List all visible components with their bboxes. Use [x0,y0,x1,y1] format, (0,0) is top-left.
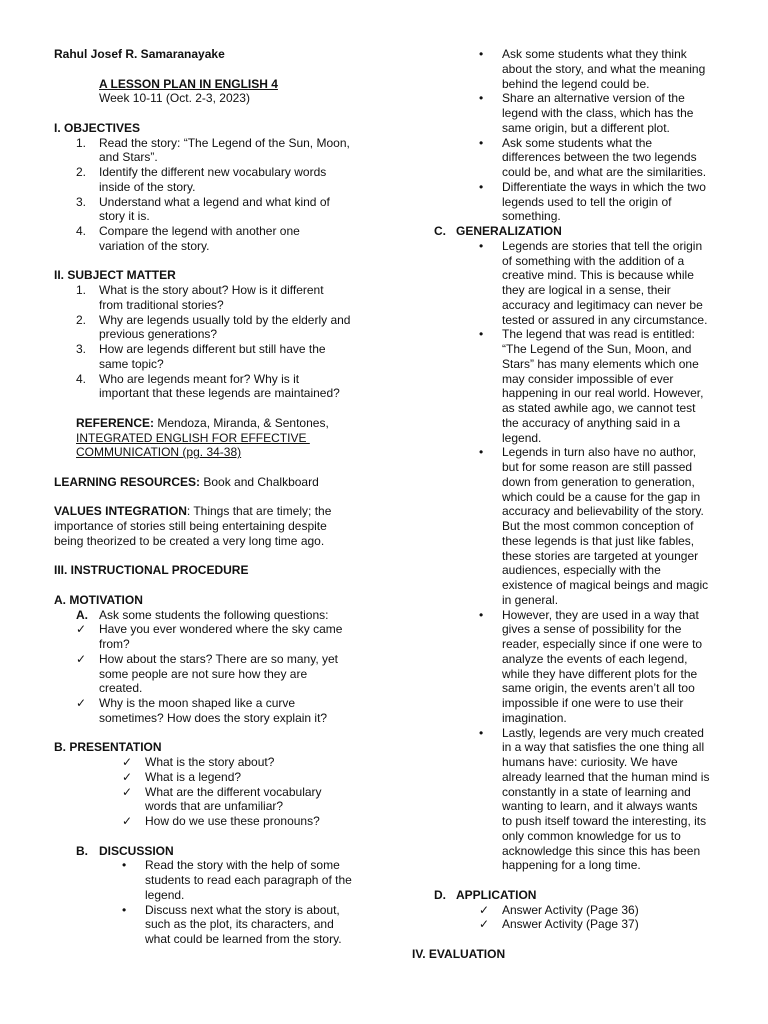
text-line: differences between the two legends [502,150,697,165]
presentation-question-text [145,785,374,815]
text-line: same origin, the events aren’t all too [502,681,695,696]
presentation-question [54,785,374,815]
application-item [434,917,726,932]
lesson-week: Week 10-11 (Oct. 2-3, 2023) [99,91,250,106]
checkmark-icon: ✓ [479,917,490,932]
generalization-item [434,608,726,726]
presentation-question [54,770,374,785]
subject-matter-heading: II. SUBJECT MATTER [54,268,176,283]
generalization-mark: C. [434,224,446,238]
subject-matter-item-text [99,342,374,372]
text-line: about the story, and what the meaning [502,61,706,76]
bullet-icon: • [479,607,484,622]
generalization-item [434,327,726,445]
checkmark-icon: ✓ [122,769,133,784]
text-line: Stars” has many elements which one [502,356,699,371]
text-line: happening in our real world. However, [502,386,704,401]
reference-book-line-1: INTEGRATED ENGLISH FOR EFFECTIVE [76,430,310,445]
discussion-item-text [145,903,374,947]
text-line: What is the story about? How is it different [99,283,324,297]
objective-item [54,165,374,195]
text-line: legends used to tell the origin of [502,194,672,209]
subject-matter-item [54,283,374,313]
bullet-icon: • [479,238,484,253]
text-line: tested or assured in any circumstance. [502,312,708,327]
bullet-icon: • [479,47,484,61]
generalization-list [434,239,726,873]
text-line: the accuracy of anything said in a [502,415,681,430]
text-line: from traditional stories? [99,297,224,312]
text-line: students to read each paragraph of the [145,873,352,887]
bullet-icon: • [479,725,484,740]
presentation-question-text [145,814,374,829]
motivation-question [54,696,374,726]
procedure-heading: III. INSTRUCTIONAL PROCEDURE [54,563,249,578]
text-line: humans have: curiosity. We have [502,755,678,769]
text-line: something. [502,209,561,224]
author-name: Rahul Josef R. Samaranayake [54,47,225,61]
subject-matter-item-text [99,313,374,343]
text-line: legend. [502,430,542,445]
motivation-question-text [99,652,374,696]
text-line: What is the story about? [145,755,275,769]
discussion-item [54,858,374,902]
reference-label: REFERENCE: [76,415,155,430]
bullet-icon: • [479,445,484,460]
text-line: Ask some students what the [502,135,653,150]
text-line: constantly in a state of learning and [502,784,691,799]
text-line: while they have different plots for the [502,666,698,681]
checkmark-icon: ✓ [122,755,133,769]
text-line: created. [99,681,143,696]
presentation-list [54,755,374,829]
text-line: some people are not sure how they are [99,666,308,681]
text-line: only common knowledge for us to [502,828,681,843]
generalization-heading-row [434,224,726,239]
subject-matter-item [54,313,374,343]
text-line: these legends is that just like fables, [502,533,695,548]
discussion-item [434,180,726,224]
text-line: Differentiate the ways in which the two [502,179,706,194]
discussion-item-text [145,858,374,902]
text-line: variation of the story. [99,238,210,253]
subject-matter-item-text [99,283,374,313]
text-line: inside of the story. [99,179,196,194]
subject-matter-item [54,372,374,402]
text-line: Have you ever wondered where the sky came [99,622,343,637]
text-line: wanting to learn, and it always wants [502,799,698,814]
text-line: which could be a cause for the gap in [502,489,701,504]
right-column [412,47,726,962]
text-line: in a way that satisfies the one thing all [502,740,705,755]
text-line: legend with the class, which has the [502,106,694,120]
learning-resources-label: LEARNING RESOURCES: [54,474,201,489]
objective-item [54,136,374,166]
text-line: Read the story with the help of some [145,858,340,873]
text-line: same origin, but a different plot. [502,120,670,135]
list-number: 2. [76,312,87,327]
learning-resources-text: Book and Chalkboard [200,474,319,489]
text-line: what could be learned from the story. [145,932,342,946]
text-line: to push itself toward the interesting, its [502,814,707,828]
text-line: Who are legends meant for? Why is it [99,371,300,386]
text-line: legend. [145,887,185,902]
text-line: imagination. [502,710,567,725]
application-mark: D. [434,887,446,902]
list-number: 3. [76,194,87,209]
text-line: Why is the moon shaped like a curve [99,696,296,710]
objectives-list [54,136,374,254]
reference-book-line-2: COMMUNICATION (pg. 34-38) [76,445,242,460]
checkmark-icon: ✓ [76,696,87,710]
text-line: accuracy and believability of the story. [502,504,704,519]
text-line: The legend that was read is entitled: [502,327,695,342]
text-line: acknowledge this since this has been [502,843,701,858]
discussion-item [434,91,726,135]
bullet-icon: • [479,327,484,342]
text-line: What is a legend? [145,769,242,784]
subject-matter-item-text [99,372,374,402]
motivation-question [54,652,374,696]
objective-item-text [99,165,374,195]
text-line: How do we use these pronouns? [145,814,320,828]
text-line: Identify the different new vocabulary words [99,165,327,179]
lesson-title: A LESSON PLAN IN ENGLISH 4 [99,76,278,91]
text-line: Lastly, legends are very much created [502,725,704,740]
objective-item [54,224,374,254]
learning-resources [54,475,374,490]
text-line: from? [99,637,130,651]
reference-text: Mendoza, Miranda, & Sentones, [154,415,329,430]
text-line: “The Legend of the Sun, Moon, and [502,342,692,356]
text-line: reader, especially since if one were to [502,637,703,651]
generalization-item-text [502,445,726,607]
subject-matter-list [54,283,374,401]
values-integration-line: being theorized to be created a very long time ago. [54,533,325,548]
text-line: may consider impossible of ever [502,371,674,386]
discussion-item [54,903,374,947]
application-heading: APPLICATION [456,887,537,902]
application-item-text: Answer Activity (Page 37) [502,917,639,932]
text-line: impossible if one were to use their [502,696,684,710]
text-line: creative mind. This is because while [502,268,694,283]
checkmark-icon: ✓ [122,814,133,828]
generalization-item [434,445,726,607]
generalization-item-text [502,726,726,874]
generalization-item-text [502,608,726,726]
text-line: How are legends different but still have the [99,342,326,356]
objective-item-text [99,195,374,225]
text-line: sometimes? How does the story explain it? [99,710,328,725]
bullet-icon: • [122,902,127,917]
presentation-question [54,755,374,770]
text-line: audiences, especially with the [502,563,661,578]
motivation-intro-text: Ask some students the following questions: [99,607,329,622]
objective-item-text [99,136,374,166]
checkmark-icon: ✓ [479,902,490,917]
checkmark-icon: ✓ [76,651,87,666]
text-line: down from generation to generation, [502,474,695,489]
text-line: of something with the addition of a [502,253,685,268]
text-line: analyze the events of each legend, [502,651,688,666]
objective-item [54,195,374,225]
values-integration [54,504,374,519]
left-column [54,47,374,947]
generalization-item-text [502,327,726,445]
text-line: Legends are stories that tell the origin [502,238,703,253]
presentation-heading: B. PRESENTATION [54,740,162,755]
bullet-icon: • [479,91,484,106]
text-line: Ask some students what they think [502,47,687,61]
text-line: Read the story: “The Legend of the Sun, Moon, [99,135,350,150]
text-line: but for some reason are still passed [502,460,693,474]
text-line: Why are legends usually told by the elderly and [99,312,351,327]
text-line: existence of magical beings and magic [502,578,709,592]
bullet-icon: • [479,135,484,150]
motivation-question-text [99,696,374,726]
generalization-heading: GENERALIZATION [456,224,562,238]
text-line: in general. [502,592,559,607]
discussion-list-left [54,858,374,947]
list-number: 3. [76,342,87,356]
text-line: gives a sense of possibility for the [502,622,682,637]
text-line: Legends in turn also have no author, [502,445,697,460]
list-number: 1. [76,283,87,297]
text-line: accuracy and legitimacy can never be [502,297,703,312]
text-line: What are the different vocabulary [145,784,322,799]
text-line: words that are unfamiliar? [145,799,284,814]
checkmark-icon: ✓ [76,622,87,637]
list-number: 4. [76,224,87,238]
bullet-icon: • [122,858,127,873]
checkmark-icon: ✓ [122,784,133,799]
evaluation-heading: IV. EVALUATION [412,946,506,961]
text-line: already learned that the human mind is [502,769,710,784]
text-line: behind the legend could be. [502,76,650,91]
objectives-heading: I. OBJECTIVES [54,120,141,135]
motivation-intro-mark: A. [76,607,88,622]
generalization-item [434,239,726,328]
text-line: Understand what a legend and what kind of [99,194,330,209]
values-integration-line: : Things that are timely; the [186,504,332,519]
subject-matter-item [54,342,374,372]
text-line: could be, and what are the similarities. [502,165,707,179]
text-line: and Stars”. [99,150,158,165]
text-line: But the most common conception of [502,519,694,533]
reference [54,416,374,431]
motivation-list [54,622,374,725]
discussion-item-text [502,47,726,91]
discussion-item-text [502,136,726,180]
discussion-heading-row [54,844,374,859]
presentation-question-text [145,770,374,785]
motivation-heading: A. MOTIVATION [54,592,143,607]
presentation-question-text [145,755,374,770]
motivation-intro [54,608,374,623]
text-line: such as the plot, its characters, and [145,917,334,932]
motivation-question-text [99,622,374,652]
list-number: 2. [76,165,87,179]
values-integration-label: VALUES INTEGRATION [54,504,187,519]
text-line: However, they are used in a way that [502,607,699,622]
text-line: same topic? [99,356,164,371]
generalization-item [434,726,726,874]
text-line: Share an alternative version of the [502,91,685,106]
text-line: these stories are targeted at younger [502,548,699,563]
discussion-mark: B. [76,843,88,858]
application-heading-row [434,888,726,903]
application-list [434,903,726,933]
text-line: important that these legends are maintained? [99,386,340,401]
list-number: 1. [76,135,87,150]
list-number: 4. [76,371,87,386]
text-line: they are logical in a sense, their [502,283,671,297]
discussion-heading: DISCUSSION [99,843,174,858]
values-integration-line: importance of stories still being entertaining despite [54,519,327,533]
application-item [434,903,726,918]
discussion-item [434,136,726,180]
application-item-text: Answer Activity (Page 36) [502,902,639,917]
bullet-icon: • [479,179,484,194]
text-line: Discuss next what the story is about, [145,902,340,917]
text-line: story it is. [99,209,150,224]
discussion-item-text [502,180,726,224]
presentation-question [54,814,374,829]
text-line: happening for a long time. [502,858,641,873]
discussion-item-text [502,91,726,135]
generalization-item-text [502,239,726,328]
discussion-list-right [434,47,726,224]
text-line: as stated awhile ago, we cannot test [502,401,696,415]
text-line: Compare the legend with another one [99,224,300,238]
motivation-question [54,622,374,652]
text-line: previous generations? [99,327,218,342]
text-line: How about the stars? There are so many, yet [99,651,339,666]
objective-item-text [99,224,374,254]
discussion-item [434,47,726,91]
